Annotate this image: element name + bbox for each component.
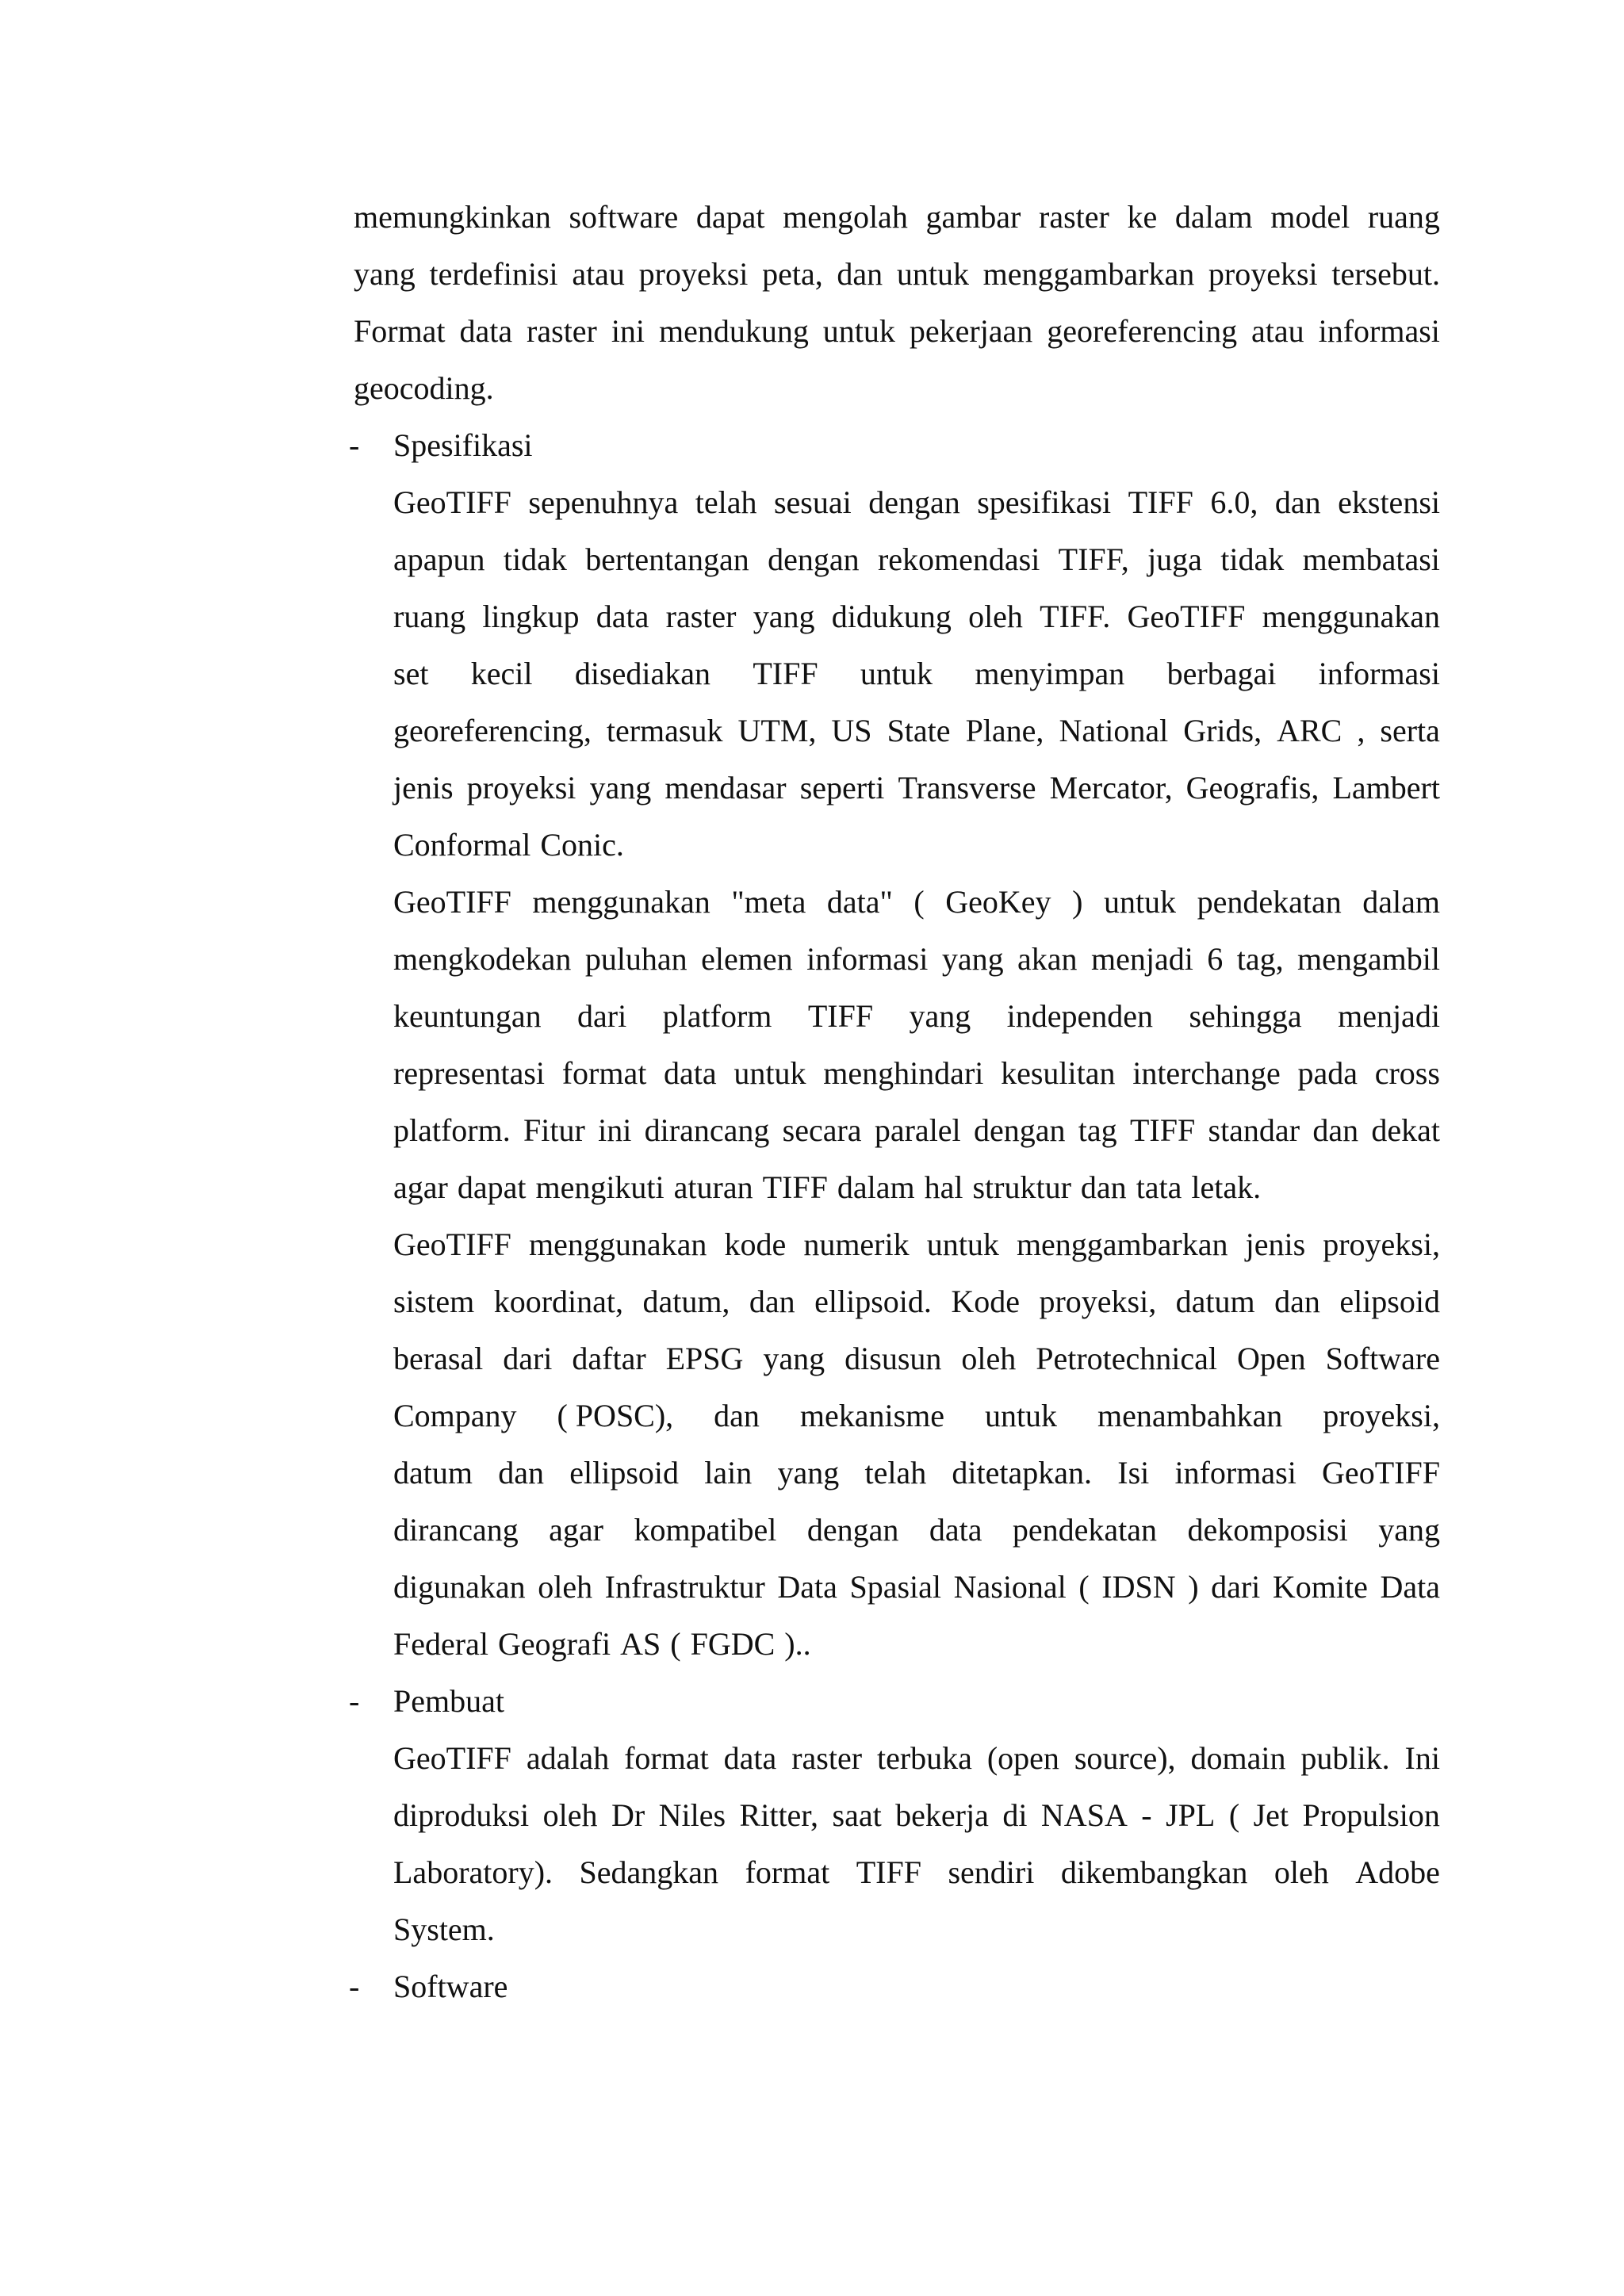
text-line: datum dan ellipsoid lain yang telah ditetapkan. Isi informasi GeoTIFF — [393, 1455, 1440, 1490]
bullet-dash: - — [349, 1969, 360, 2004]
text-line: sistem koordinat, datum, dan ellipsoid. Kode proyeksi, datum dan elipsoid — [393, 1284, 1440, 1319]
text-line: platform. Fitur ini dirancang secara paralel dengan tag TIFF standar dan dekat — [393, 1112, 1440, 1148]
text-line: Company ( POSC), dan mekanisme untuk menambahkan proyeksi, — [393, 1398, 1440, 1433]
text-line: GeoTIFF sepenuhnya telah sesuai dengan spesifikasi TIFF 6.0, dan ekstensi — [393, 484, 1440, 520]
text-line: diproduksi oleh Dr Niles Ritter, saat bekerja di NASA - JPL ( Jet Propulsion — [393, 1797, 1440, 1833]
text-line: jenis proyeksi yang mendasar seperti Transverse Mercator, Geografis, Lambert — [393, 770, 1440, 806]
text-line: ruang lingkup data raster yang didukung oleh TIFF. GeoTIFF menggunakan — [393, 599, 1440, 634]
text-line: Conformal Conic. — [393, 827, 624, 863]
text-line: System. — [393, 1911, 495, 1947]
text-line: mengkodekan puluhan elemen informasi yang akan menjadi 6 tag, mengambil — [393, 941, 1440, 977]
text-line: dirancang agar kompatibel dengan data pendekatan dekomposisi yang — [393, 1512, 1440, 1548]
section-heading: Pembuat — [393, 1683, 504, 1719]
text-line: representasi format data untuk menghindari kesulitan interchange pada cross — [393, 1055, 1440, 1091]
section-heading: Spesifikasi — [393, 427, 533, 463]
text-line: keuntungan dari platform TIFF yang independen sehingga menjadi — [393, 998, 1440, 1034]
text-line: set kecil disediakan TIFF untuk menyimpan berbagai informasi — [393, 656, 1440, 691]
text-line: georeferencing, termasuk UTM, US State Plane, National Grids, ARC , serta — [393, 713, 1440, 748]
bullet-dash: - — [349, 1683, 360, 1719]
text-line: Federal Geografi AS ( FGDC ).. — [393, 1626, 811, 1662]
text-line: yang terdefinisi atau proyeksi peta, dan untuk menggambarkan proyeksi tersebut. — [354, 256, 1440, 292]
text-line: GeoTIFF menggunakan "meta data" ( GeoKey ) untuk pendekatan dalam — [393, 884, 1440, 920]
text-line: Laboratory). Sedangkan format TIFF sendiri dikembangkan oleh Adobe — [393, 1854, 1440, 1890]
section-heading: Software — [393, 1969, 508, 2004]
text-line: geocoding. — [354, 370, 494, 406]
text-line: GeoTIFF menggunakan kode numerik untuk menggambarkan jenis proyeksi, — [393, 1226, 1440, 1262]
text-line: apapun tidak bertentangan dengan rekomendasi TIFF, juga tidak membatasi — [393, 541, 1440, 577]
text-line: berasal dari daftar EPSG yang disusun oleh Petrotechnical Open Software — [393, 1341, 1440, 1376]
text-line: Format data raster ini mendukung untuk pekerjaan georeferencing atau informasi — [354, 313, 1440, 349]
text-line: GeoTIFF adalah format data raster terbuka (open source), domain publik. Ini — [393, 1740, 1440, 1776]
text-line: memungkinkan software dapat mengolah gambar raster ke dalam model ruang — [354, 199, 1440, 235]
text-line: digunakan oleh Infrastruktur Data Spasial Nasional ( IDSN ) dari Komite Data — [393, 1569, 1440, 1605]
text-line: agar dapat mengikuti aturan TIFF dalam hal struktur dan tata letak. — [393, 1169, 1262, 1205]
bullet-dash: - — [349, 427, 360, 463]
